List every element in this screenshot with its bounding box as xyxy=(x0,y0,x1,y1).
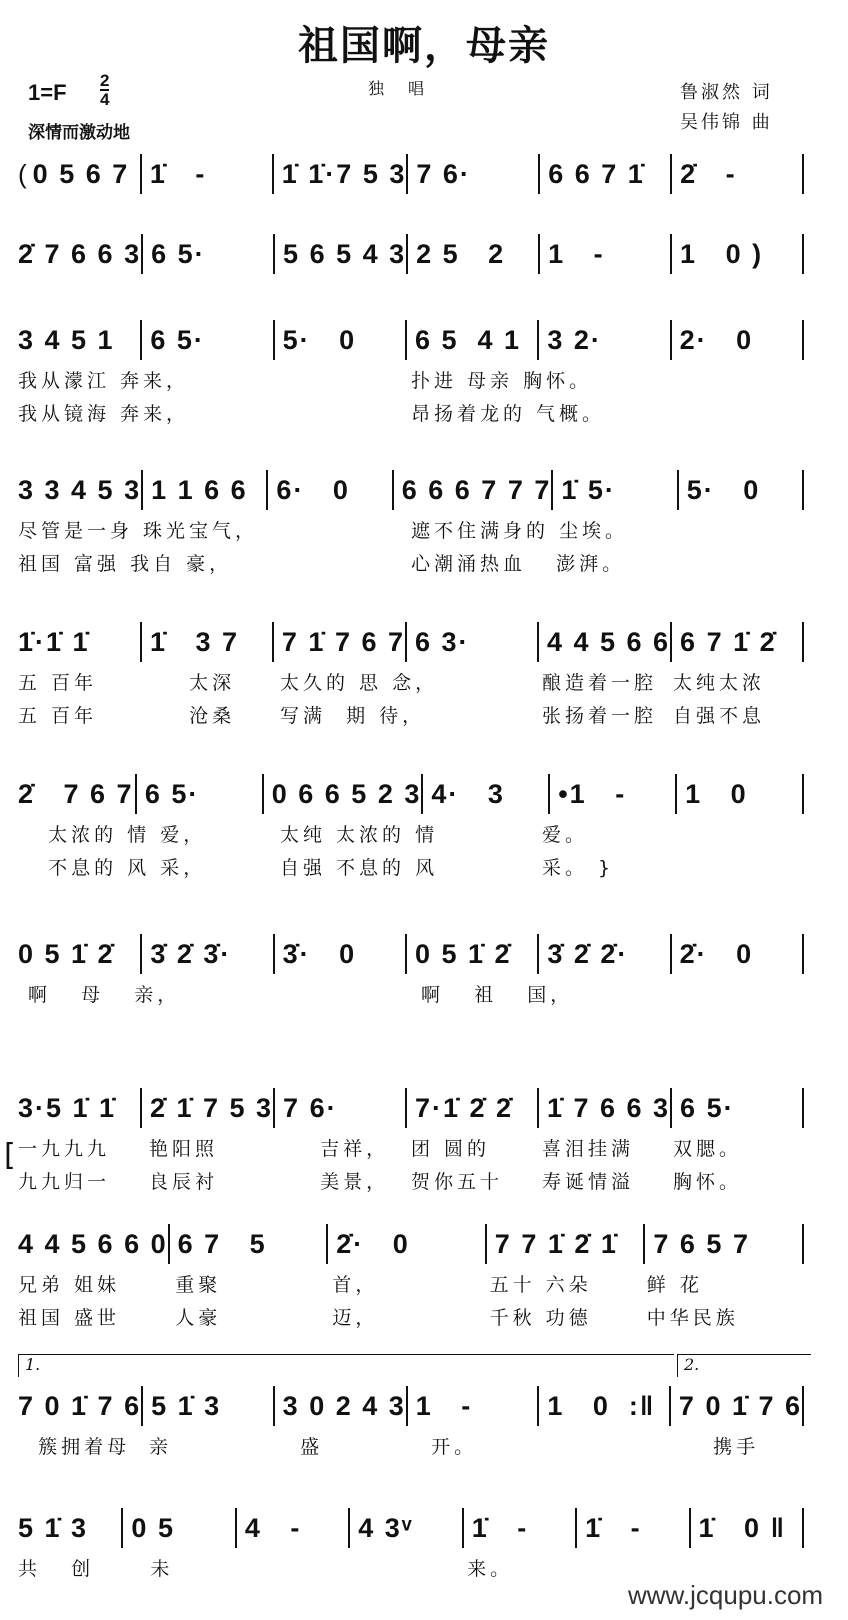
lyric-segment: 祖国 富强 我自 豪， xyxy=(18,553,233,575)
measure xyxy=(548,774,675,814)
measure-notes: 7·1̇ 2̇ 2̇ xyxy=(415,1092,514,1123)
measure-notes: 3̇· 0 xyxy=(282,938,357,969)
measure-notes: 0 5 1̇ 2̇ xyxy=(414,938,512,969)
lyric-segment: 太久的 思 念， xyxy=(280,672,439,694)
lyric-segment: 盛 xyxy=(280,1436,324,1458)
score-system xyxy=(18,232,804,276)
lyric-segment: 酿造着一腔 xyxy=(542,672,658,694)
measure-notes: 5· 0 xyxy=(686,474,761,505)
meter-bottom: 4 xyxy=(100,90,110,109)
measure xyxy=(405,320,537,360)
lyric-segment: 共 创 xyxy=(18,1558,95,1580)
measure xyxy=(406,1386,538,1426)
lyric-segment: 张扬着一腔 xyxy=(542,705,658,727)
notes-row xyxy=(18,1506,804,1550)
lyric-line xyxy=(18,545,804,578)
measure-notes: 1 - xyxy=(548,238,605,269)
notes-row xyxy=(18,232,804,276)
measure-notes: 0 5 xyxy=(131,1512,175,1543)
measure-notes: 3 0 2 4 3 xyxy=(282,1390,406,1421)
lyric-segment: 鲜 花 xyxy=(646,1274,703,1296)
lyric-segment: 来。 xyxy=(467,1558,514,1580)
measure xyxy=(405,622,537,662)
score-system xyxy=(18,318,804,428)
score-system xyxy=(18,1506,804,1583)
measure xyxy=(392,470,552,510)
score-system xyxy=(18,152,804,196)
lyric-segment: 中华民族 xyxy=(646,1307,739,1329)
measure xyxy=(643,1224,804,1264)
measure-notes: 6 5· xyxy=(150,324,205,355)
measure xyxy=(18,1386,141,1426)
measure-notes: 1̇ - xyxy=(149,158,207,189)
notes-row xyxy=(18,1222,804,1266)
measure-notes: 1̇·1̇ 1̇ xyxy=(18,626,90,657)
lyric-segment: 沧桑 xyxy=(149,705,236,727)
measure xyxy=(537,1088,670,1128)
measure-notes: 1̇ - xyxy=(471,1512,529,1543)
measure-notes: 4 3ᵛ xyxy=(358,1512,414,1543)
measure-notes: 7 6 5 7 xyxy=(653,1228,750,1259)
lyric-line xyxy=(18,1550,804,1583)
measure-notes: 6 6 6 7 7 7 xyxy=(401,474,552,505)
lyric-segment: 未 xyxy=(130,1558,174,1580)
watermark: www.jcqupu.com xyxy=(628,1580,824,1610)
measure-notes: 2̇· 0 xyxy=(336,1228,410,1259)
notes-row xyxy=(18,932,804,976)
lyric-segment: 太深 xyxy=(149,672,236,694)
measure xyxy=(551,470,676,510)
measure-notes: •1 - xyxy=(558,778,627,809)
measure xyxy=(670,622,804,662)
measure xyxy=(121,1508,234,1548)
lyric-segment: 扑进 母亲 胸怀。 xyxy=(411,370,593,392)
measure xyxy=(537,1386,669,1426)
lyric-segment: 太纯太浓 xyxy=(673,672,766,694)
lyric-line xyxy=(18,1299,804,1332)
measure xyxy=(670,154,804,194)
measure-notes: 0 5 1̇ 2̇ xyxy=(18,938,115,969)
lyric-segment: 一九九九 xyxy=(18,1138,111,1160)
measure-notes: 2̇ 7 6 7 xyxy=(18,778,134,809)
measure-notes: 6 3· xyxy=(415,626,470,657)
measure xyxy=(141,1386,273,1426)
lyric-segment: 美景， xyxy=(280,1171,390,1193)
lyric-segment: 喜泪挂满 xyxy=(542,1138,635,1160)
measure-notes: 6 5 4 1 xyxy=(414,324,522,355)
lyric-segment: 携手 xyxy=(673,1436,760,1458)
measure xyxy=(18,154,140,194)
lyric-segment: 祖国 盛世 xyxy=(18,1307,121,1329)
lyric-segment: 五十 六朵 xyxy=(489,1274,592,1296)
lyric-segment: 昂扬着龙的 气概。 xyxy=(411,403,606,425)
volta-first-ending: 1. xyxy=(18,1354,674,1377)
repeat-parenthesis: ( xyxy=(18,158,29,189)
measure xyxy=(538,154,670,194)
lyric-segment: 簇拥着母 xyxy=(18,1436,131,1458)
measure xyxy=(18,934,140,974)
lyric-segment: 迈， xyxy=(332,1307,379,1329)
score-system xyxy=(18,620,804,730)
lyric-segment: 写满 期 待， xyxy=(280,705,426,727)
measure xyxy=(670,234,804,274)
measure xyxy=(141,234,273,274)
lyric-segment: 爱。 xyxy=(542,824,589,846)
measure xyxy=(670,1088,804,1128)
measure-notes: 6· 0 xyxy=(276,474,350,505)
volta-second-ending: 2. xyxy=(677,1354,811,1377)
measure xyxy=(537,320,669,360)
lyric-segment: 寿诞情溢 xyxy=(542,1171,635,1193)
lyric-segment: 五 百年 xyxy=(18,672,98,694)
key-signature: 1=F xyxy=(28,80,67,105)
lyric-segment: 胸怀。 xyxy=(673,1171,743,1193)
score-system xyxy=(4,1086,804,1196)
measure-notes: 7 0 1̇ 7 6 xyxy=(18,1390,142,1421)
lyric-line xyxy=(18,1130,804,1163)
notes-row xyxy=(18,1384,804,1428)
measure xyxy=(273,1386,406,1426)
measure xyxy=(675,774,804,814)
measure-notes: 1 1 6 6 xyxy=(151,474,248,505)
lyric-segment: 重聚 xyxy=(175,1274,222,1296)
measure-notes: 1̇ 1̇·7 5 3 xyxy=(281,158,407,189)
measure-notes: 4· 3 xyxy=(431,778,505,809)
measure-notes: 6 6 7 1̇ xyxy=(548,158,645,189)
tempo-marking: 深情而激动地 xyxy=(28,123,130,143)
score-system xyxy=(18,1355,804,1461)
score-system xyxy=(18,1222,804,1332)
measure xyxy=(266,470,391,510)
measure xyxy=(421,774,548,814)
measure-notes: 1̇ 0 ‖ xyxy=(698,1512,787,1543)
measure xyxy=(18,774,135,814)
measure-notes: 7 1̇ 7 6 7 xyxy=(281,626,405,657)
measure-notes: 3̇ 2̇ 3̇· xyxy=(150,938,232,969)
notes-row xyxy=(18,772,804,816)
measure xyxy=(405,934,537,974)
lyric-line xyxy=(18,362,804,395)
measure xyxy=(262,774,422,814)
measure-notes: 7 0 1̇ 7 6 xyxy=(678,1390,803,1421)
credits xyxy=(680,78,773,138)
lyric-segment: 艳阳照 xyxy=(149,1138,219,1160)
measure xyxy=(272,622,405,662)
measure-notes: 6 7 1̇ 2̇ xyxy=(680,626,777,657)
measure xyxy=(141,470,266,510)
measure-notes: 5 1̇ 3 xyxy=(18,1512,89,1543)
measure-notes: 3 3 4 5 3 xyxy=(18,474,142,505)
measure-notes: 6 5· xyxy=(151,238,206,269)
measure-notes: 3 2· xyxy=(547,324,602,355)
measure xyxy=(140,934,272,974)
measure xyxy=(670,320,804,360)
lyric-segment: 采。 } xyxy=(542,857,615,879)
measure xyxy=(140,154,272,194)
lyric-line xyxy=(18,976,804,1009)
lyric-segment: 遮不住满身的 尘埃。 xyxy=(411,520,629,542)
measure-notes: 2̇ - xyxy=(680,158,737,189)
lyric-segment: 首， xyxy=(332,1274,379,1296)
score-system xyxy=(18,932,804,1009)
measure-notes: 5 1̇ 3 xyxy=(151,1390,222,1421)
measure xyxy=(18,1508,121,1548)
score-system xyxy=(18,468,804,578)
lyric-segment: 人豪 xyxy=(175,1307,222,1329)
measure-notes: 1̇ - xyxy=(585,1512,642,1543)
measure-notes: 2̇ 7 6 6 3 xyxy=(18,238,142,269)
measure-notes: 4 4 5 6 6 xyxy=(546,626,671,657)
measure-notes: 5 6 5 4 3 xyxy=(283,238,407,269)
lyric-line xyxy=(18,1163,804,1196)
measure xyxy=(272,154,407,194)
lyric-segment: 吉祥， xyxy=(280,1138,390,1160)
measure-notes: 2̇ 1̇ 7 5 3 xyxy=(149,1092,274,1123)
measure-notes: 1̇ 7 6 6 3 xyxy=(546,1092,671,1123)
lyric-segment: 心潮涌热血 澎湃。 xyxy=(411,553,626,575)
lyric-segment: 我从镜海 奔来， xyxy=(18,403,190,425)
lyric-line xyxy=(18,664,804,697)
measure-notes: 4 4 5 6 6 0 xyxy=(18,1228,168,1259)
measure-notes: 2 5 2 xyxy=(416,238,506,269)
measure-notes: 6 7 5 xyxy=(177,1228,267,1259)
lyric-segment: 双腮。 xyxy=(673,1138,743,1160)
measure xyxy=(18,1224,168,1264)
measure xyxy=(406,234,538,274)
measure xyxy=(18,622,140,662)
measure xyxy=(273,320,405,360)
lyric-line xyxy=(18,395,804,428)
verse-bracket: [ xyxy=(4,1138,16,1173)
measure-notes: 5· 0 xyxy=(282,324,357,355)
lyric-segment: 良辰衬 xyxy=(149,1171,219,1193)
measure-notes: 2̇· 0 xyxy=(679,938,754,969)
lyric-segment: 团 圆的 xyxy=(411,1138,491,1160)
measure xyxy=(140,1088,273,1128)
measure xyxy=(462,1508,575,1548)
lyric-segment: 自强 不息的 风 xyxy=(280,857,439,879)
measure-notes: 0 6 6 5 2 3 xyxy=(271,778,422,809)
lyric-segment: 啊 母 亲， xyxy=(18,984,181,1006)
measure-notes: 7 7 1̇ 2̇ 1̇ xyxy=(494,1228,618,1259)
measure xyxy=(405,1088,537,1128)
measure-notes: 6 5· xyxy=(144,778,200,809)
measure-notes: 1̇ 5· xyxy=(561,474,616,505)
notes-row xyxy=(18,620,804,664)
lyric-segment: 啊 祖 国， xyxy=(411,984,574,1006)
measure-notes: 3·5 1̇ 1̇ xyxy=(18,1092,117,1123)
performance-type: 独唱 xyxy=(368,79,449,98)
measure xyxy=(485,1224,644,1264)
measure-notes: 7 6· xyxy=(283,1092,338,1123)
notes-row xyxy=(18,1086,804,1130)
measure-notes: 1 0 xyxy=(685,778,748,809)
lyric-segment: 亲 xyxy=(149,1436,173,1458)
lyric-segment: 我从濛江 奔来， xyxy=(18,370,190,392)
measure xyxy=(326,1224,485,1264)
measure xyxy=(575,1508,688,1548)
measure xyxy=(18,1088,140,1128)
measure-notes: 3̇ 2̇ 2̇· xyxy=(547,938,629,969)
measure-notes: 6 5· xyxy=(680,1092,735,1123)
measure xyxy=(689,1508,804,1548)
lyric-segment: 自强不息 xyxy=(673,705,766,727)
notes-row xyxy=(18,468,804,512)
measure xyxy=(18,470,141,510)
measure xyxy=(18,320,140,360)
lyric-line xyxy=(18,1266,804,1299)
lyric-segment: 九九归一 xyxy=(18,1171,111,1193)
lyric-segment: 兄弟 姐妹 xyxy=(18,1274,121,1296)
song-title: 祖国啊，母亲 xyxy=(298,22,550,69)
notes-row xyxy=(18,318,804,362)
measure-notes: 2· 0 xyxy=(679,324,754,355)
measure-notes: 1 0 :‖ xyxy=(547,1390,656,1421)
measure xyxy=(18,234,141,274)
measure xyxy=(348,1508,461,1548)
measure xyxy=(135,774,262,814)
lyric-line xyxy=(18,512,804,545)
lyric-line xyxy=(18,816,804,849)
measure xyxy=(537,622,670,662)
lyric-segment: 五 百年 xyxy=(18,705,98,727)
measure xyxy=(670,934,804,974)
meter-top: 2 xyxy=(100,71,110,90)
measure-notes: 4 - xyxy=(244,1512,302,1543)
measure xyxy=(273,934,405,974)
measure xyxy=(677,470,804,510)
measure xyxy=(168,1224,327,1264)
measure xyxy=(538,234,670,274)
lyric-line xyxy=(18,697,804,730)
measure-notes: 1 - xyxy=(415,1390,473,1421)
measure xyxy=(273,1088,405,1128)
lyric-segment: 尽管是一身 珠光宝气， xyxy=(18,520,259,542)
score-system xyxy=(18,772,804,882)
lyric-segment: 开。 xyxy=(411,1436,478,1458)
measure xyxy=(406,154,538,194)
measure-notes: 1̇ 3 7 xyxy=(149,626,240,657)
time-signature xyxy=(100,72,109,108)
measure xyxy=(235,1508,348,1548)
lyric-segment: 不息的 风 采， xyxy=(18,857,207,879)
lyric-segment: 太浓的 情 爱， xyxy=(18,824,207,846)
measure xyxy=(273,234,406,274)
lyric-segment: 太纯 太浓的 情 xyxy=(280,824,439,846)
composer: 吴伟锦 曲 xyxy=(680,112,773,133)
measure-notes: 0 5 6 7 xyxy=(32,158,130,189)
measure-notes: 3 4 5 1 xyxy=(18,324,115,355)
lyric-line xyxy=(18,849,804,882)
measure xyxy=(140,320,272,360)
lyric-segment: 贺你五十 xyxy=(411,1171,504,1193)
lyric-line xyxy=(18,1428,804,1461)
measure xyxy=(537,934,669,974)
lyricist: 鲁淑然 词 xyxy=(680,82,773,103)
lyric-segment: 千秋 功德 xyxy=(489,1307,592,1329)
notes-row xyxy=(18,152,804,196)
measure xyxy=(669,1386,804,1426)
measure-notes: 7 6· xyxy=(416,158,471,189)
measure xyxy=(140,622,272,662)
measure-notes: 1 0 ) xyxy=(680,238,764,269)
